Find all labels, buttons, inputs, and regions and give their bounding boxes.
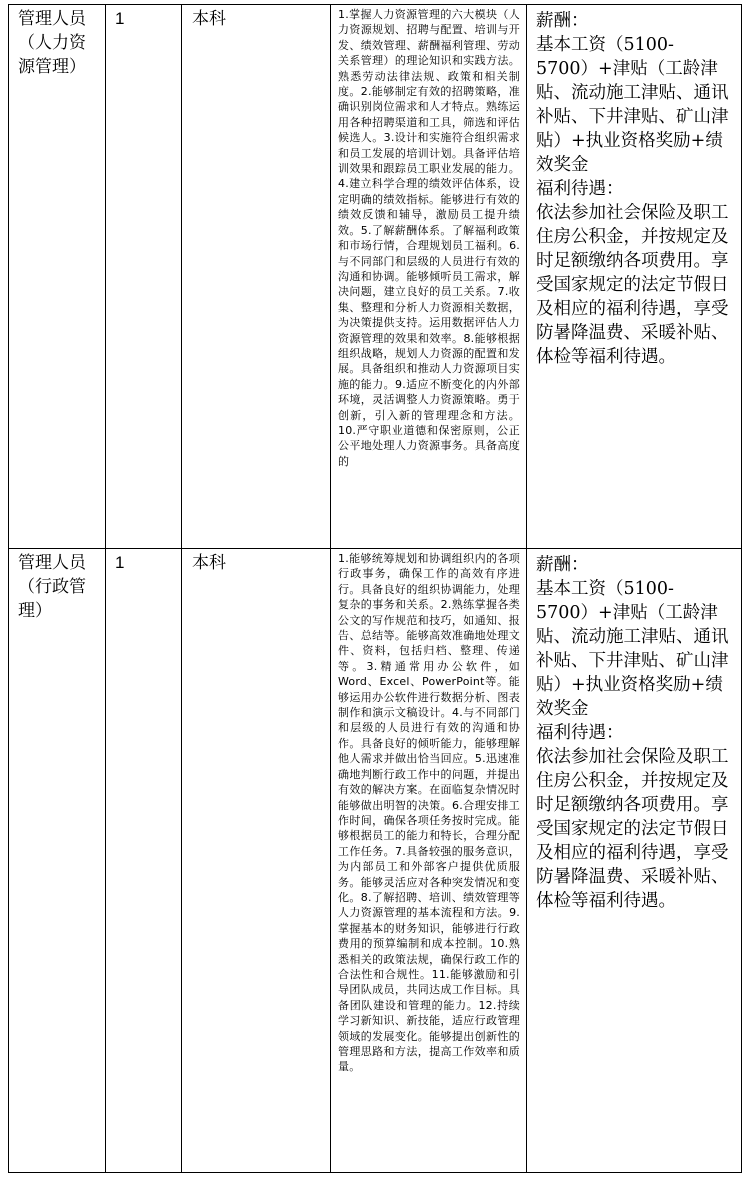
welfare-text: 依法参加社会保险及职工住房公积金，并按规定及时足额缴纳各项费用。享受国家规定的法定节假日及相应的福利待遇，享受防暑降温费、采暖补贴、体检等福利待遇。	[536, 203, 729, 367]
welfare-title: 福利待遇：	[536, 723, 624, 743]
table-row	[9, 5, 742, 549]
requirements-cell	[331, 549, 527, 1173]
salary-text: 基本工资（5100-5700）+津贴（工龄津贴、流动施工津贴、通讯补贴、下井津贴、矿山津贴）+执业资格奖励+绩效奖金	[536, 35, 729, 175]
position-cell	[9, 5, 106, 549]
position-cell	[9, 549, 106, 1173]
pay-cell	[527, 5, 742, 549]
requirements-cell	[331, 5, 527, 549]
requirements-text: 1.能够统筹规划和协调组织内的各项行政事务，确保工作的高效有序进行。具备良好的组织协调能力，处理复杂的事务和关系。2.熟练掌握各类公文的写作规范和技巧，如通知、报告、总结等。能够高效准确地处理文件、资料，包括归档、整理、传递等。3.精通常用办公软件，如Word、Excel、PowerPoint等。能够运用办公软件进行数据分析、图表制作和演示文稿设计。4.与不同部门和层级的人员进行有效的沟通和协作。具备良好的倾听能力，能够理解他人需求并做出恰当回应。5.迅速准确地判断行政工作中的问题，并提出有效的解决方案。在面临复杂情况时能够做出明智的决策。6.合理安排工作时间，确保各项任务按时完成。能够根据员工的能力和特长，合理分配工作任务。7.具备较强的服务意识，为内部员工和外部客户提供优质服务。能够灵活应对各种突发情况和变化。8.了解招聘、培训、绩效管理等人力资源管理的基本流程和方法。9.掌握基本的财务知识，能够进行行政费用的预算编制和成本控制。10.熟悉相关的政策法规，确保行政工作的合法性和合规性。11.能够激励和引导团队成员，共同达成工作目标。具备团队建设和管理的能力。12.持续学习新知识、新技能，适应行政管理领域的发展变化。能够提出创新性的管理思路和方法，提高工作效率和质量。	[338, 552, 520, 1074]
education-cell	[182, 549, 331, 1173]
education-level: 本科	[192, 553, 226, 573]
welfare-text: 依法参加社会保险及职工住房公积金，并按规定及时足额缴纳各项费用。享受国家规定的法定节假日及相应的福利待遇，享受防暑降温费、采暖补贴、体检等福利待遇。	[536, 747, 729, 911]
welfare-title: 福利待遇：	[536, 179, 624, 199]
requirements-text: 1.掌握人力资源管理的六大模块（人力资源规划、招聘与配置、培训与开发、绩效管理、薪酬福利管理、劳动关系管理）的理论知识和实践方法。熟悉劳动法律法规、政策和相关制度。2.能够制定有效的招聘策略，准确识别岗位需求和人才特点。熟练运用各种招聘渠道和工具，筛选和评估候选人。3.设计和实施符合组织需求和员工发展的培训计划。具备评估培训效果和跟踪员工职业发展的能力。4.建立科学合理的绩效评估体系，设定明确的绩效指标。能够进行有效的绩效反馈和辅导，激励员工提升绩效。5.了解薪酬体系。了解福利政策和市场行情，合理规划员工福利。6.与不同部门和层级的人员进行有效的沟通和协调。能够倾听员工需求，解决问题，建立良好的员工关系。7.收集、整理和分析人力资源相关数据，为决策提供支持。运用数据评估人力资源管理的效果和效率。8.能够根据组织战略，规划人力资源的配置和发展。具备组织和推动人力资源项目实施的能力。9.适应不断变化的内外部环境，灵活调整人力资源策略。勇于创新，引入新的管理理念和方法。10.严守职业道德和保密原则，公正公平地处理人力资源事务。具备高度的	[338, 8, 520, 468]
job-table	[8, 4, 742, 1173]
education-level: 本科	[192, 9, 226, 29]
table-row	[9, 549, 742, 1173]
position-name: 管理人员（行政管理）	[18, 553, 86, 621]
headcount: 1	[115, 553, 125, 572]
salary-title: 薪酬：	[536, 555, 589, 575]
headcount: 1	[115, 9, 125, 28]
count-cell	[106, 5, 182, 549]
salary-title: 薪酬：	[536, 11, 589, 31]
education-cell	[182, 5, 331, 549]
salary-text: 基本工资（5100-5700）+津贴（工龄津贴、流动施工津贴、通讯补贴、下井津贴、矿山津贴）+执业资格奖励+绩效奖金	[536, 579, 729, 719]
pay-cell	[527, 549, 742, 1173]
count-cell	[106, 549, 182, 1173]
position-name: 管理人员（人力资源管理）	[18, 9, 86, 77]
